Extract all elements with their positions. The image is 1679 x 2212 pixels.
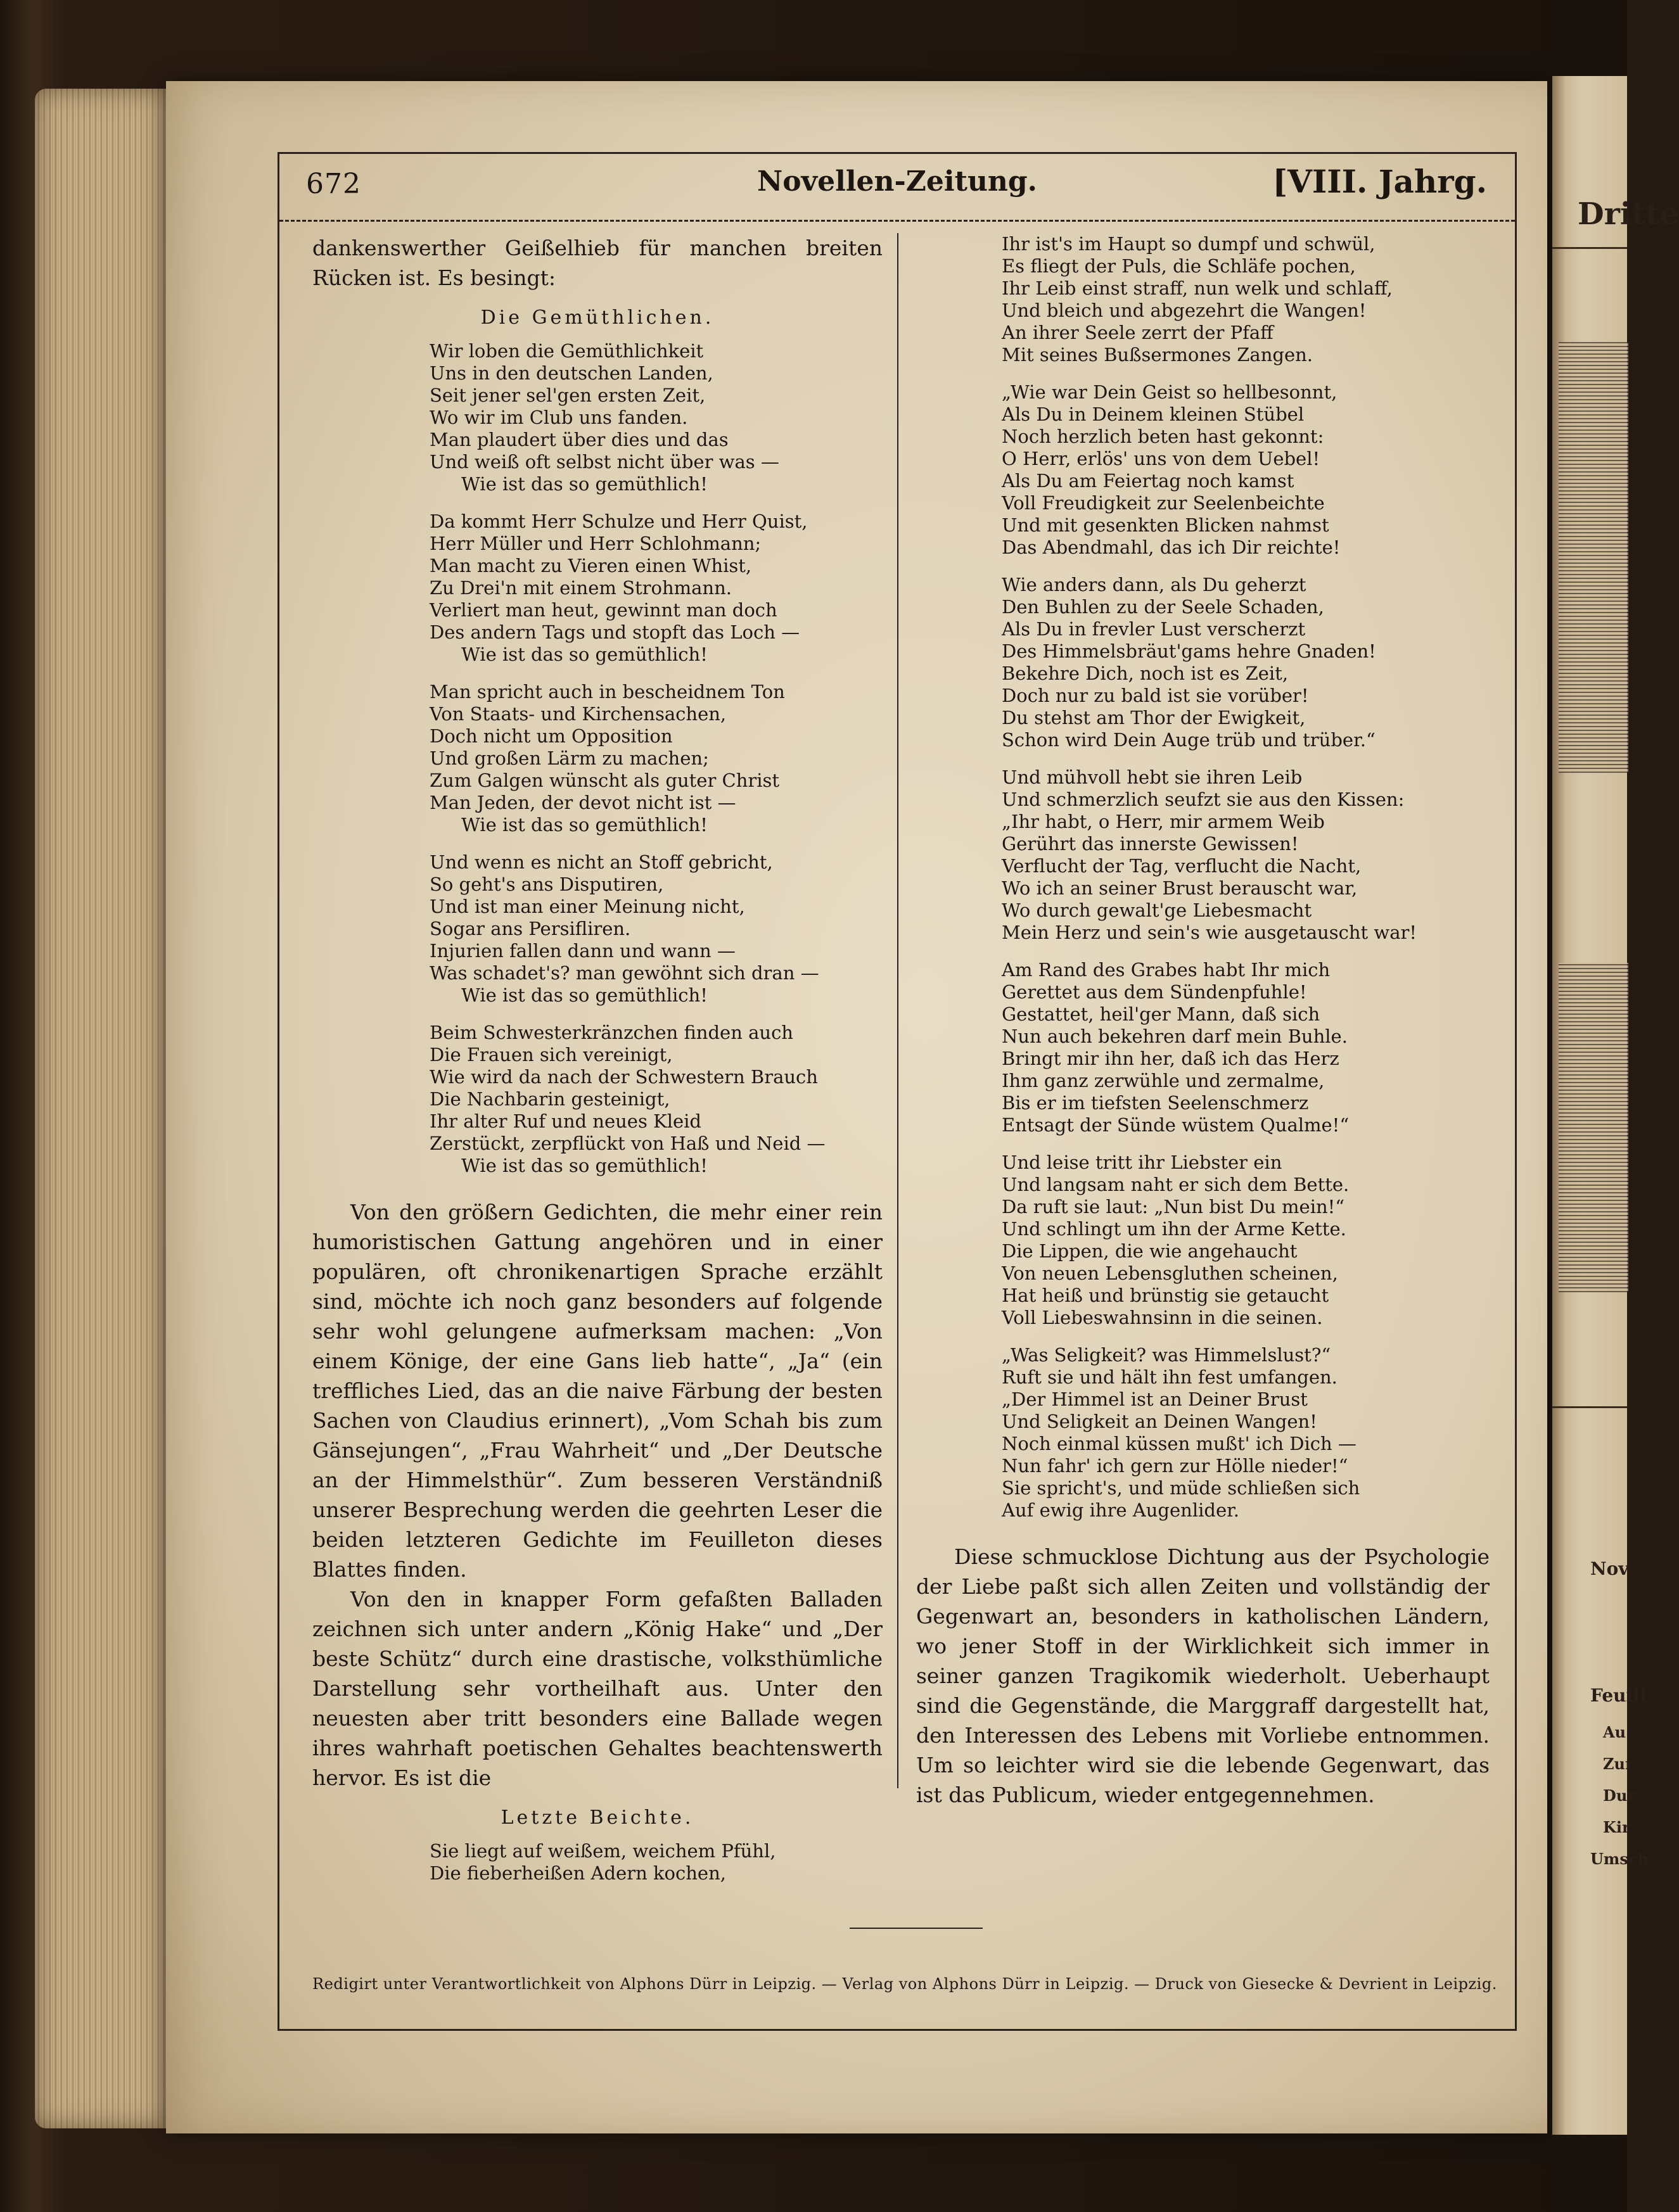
poem-line: Voll Freudigkeit zur Seelenbeichte [1002, 492, 1325, 514]
poem-line: Und wenn es nicht an Stoff gebricht, [430, 851, 773, 873]
poem-line: Man spricht auch in bescheidnem Ton [430, 681, 785, 702]
poem-stanza [916, 233, 1490, 366]
adjacent-label: Umsch [1590, 1850, 1649, 1868]
header-rule [279, 220, 1515, 222]
page-edges [35, 89, 171, 2128]
poem-line: Wo ich an seiner Brust berauscht war, [1002, 877, 1358, 899]
poem-line: Was schadet's? man gewöhnt sich dran — [430, 962, 819, 984]
poem-line: Des Himmelsbräut'gams hehre Gnaden! [1002, 640, 1376, 662]
paragraph-ballads: Von den in knapper Form gefaßten Balladen zeichnen sich unter andern „König Hake“ und „Der beste Schütz“ durch eine drastische, volksthümliche Darstellung sehr vortheilhaft aus. Unter den neuesten aber tritt besonders eine Ballade wegen ihres wahrhaft poetischen Gehaltes beachtenswerth hervor. Es ist die [312, 1587, 883, 1790]
poem-line: Herr Müller und Herr Schlohmann; [430, 533, 762, 554]
poem-title-letzte-beichte: Letzte Beichte. [501, 1807, 694, 1829]
poem-line: Noch einmal küssen mußt' ich Dich — [1002, 1433, 1357, 1454]
poem-line: Beim Schwesterkränzchen finden auch [430, 1022, 793, 1043]
poem-line: Man plaudert über dies und das [430, 429, 729, 450]
adjacent-label: Kir [1603, 1818, 1630, 1836]
poem-line: Wie wird da nach der Schwestern Brauch [430, 1066, 818, 1088]
poem-line: Nun auch bekehren darf mein Buhle. [1002, 1026, 1348, 1047]
poem-line: Und mit gesenkten Blicken nahmst [1002, 514, 1329, 536]
poem-line: Und leise tritt ihr Liebster ein [1002, 1152, 1282, 1173]
poem-line: O Herr, erlös' uns von dem Uebel! [1002, 448, 1320, 469]
poem-line: Die Nachbarin gesteinigt, [430, 1088, 670, 1110]
publisher-imprint: Redigirt unter Verantwortlichkeit von Alphons Dürr in Leipzig. — Verlag von Alphons Dürr in Leipzig. — Druck von Giesecke & Devrient in Leipzig. [312, 1975, 1497, 1993]
poem-line: Und großen Lärm zu machen; [430, 747, 709, 769]
newspaper-page [166, 81, 1547, 2133]
poem-line: Voll Liebeswahnsinn in die seinen. [1002, 1307, 1323, 1328]
page-frame [278, 152, 1517, 2031]
closing-rule [850, 1928, 983, 1929]
adjacent-rule [1552, 1406, 1627, 1408]
poem-line: Und bleich und abgezehrt die Wangen! [1002, 300, 1367, 321]
poem-line: Ihr Leib einst straff, nun welk und schlaff, [1002, 277, 1393, 299]
left-column [312, 233, 883, 1900]
poem-line: „Was Seligkeit? was Himmelslust?“ [1002, 1344, 1331, 1366]
poem-line: Bekehre Dich, noch ist es Zeit, [1002, 663, 1289, 684]
poem-line: Bis er im tiefsten Seelenschmerz [1002, 1092, 1309, 1114]
poem-line: An ihrer Seele zerrt der Pfaff [1002, 322, 1274, 343]
poem-line: Ihm ganz zerwühle und zermalme, [1002, 1070, 1325, 1091]
poem-refrain: Wie ist das so gemüthlich! [461, 814, 708, 836]
poem-line: Die Lippen, die wie angehaucht [1002, 1240, 1298, 1262]
poem-line: Doch nicht um Opposition [430, 725, 673, 747]
poem-line: Wir loben die Gemüthlichkeit [430, 340, 704, 362]
poem-line: Als Du in Deinem kleinen Stübel [1002, 404, 1305, 425]
poem-line: Da ruft sie laut: „Nun bist Du mein!“ [1002, 1196, 1345, 1217]
paragraph-larger-poems: Von den größern Gedichten, die mehr einer rein humoristischen Gattung angehören und in einer populären, oft chronikenartigen Sprache erzählt sind, möchte ich noch ganz besonders auf folgende sehr wohl gelungene aufmerksam machen: „Von einem Könige, der eine Gans lieb hatte“, „Ja“ (ein treffliches Lied, das an die naive Färbung der besten Sachen von Claudius erinnert), „Vom Schah bis zum Gänsejungen“, „Frau Wahrheit“ und „Der Deutsche an der Himmelsthür“. Zum besseren Verständniß unserer Besprechung werden die geehrten Leser die beiden letzteren Gedichte im Feuilleton dieses Blattes finden. [312, 1200, 883, 1582]
poem-line: Ihr ist's im Haupt so dumpf und schwül, [1002, 233, 1376, 255]
poem-line: Auf ewig ihre Augenlider. [1002, 1499, 1240, 1521]
poem-line: Da kommt Herr Schulze und Herr Quist, [430, 511, 808, 532]
poem-line: Die Frauen sich vereinigt, [430, 1044, 673, 1065]
adjacent-heading: Dritte [1578, 196, 1679, 232]
poem-line: Seit jener sel'gen ersten Zeit, [430, 385, 706, 406]
page-header [279, 154, 1515, 220]
poem-line: So geht's ans Disputiren, [430, 874, 664, 895]
poem-line: Noch herzlich beten hast gekonnt: [1002, 426, 1324, 447]
poem-line: Den Buhlen zu der Seele Schaden, [1002, 596, 1324, 618]
poem-line: Bringt mir ihn her, daß ich das Herz [1002, 1048, 1339, 1069]
poem-line: Am Rand des Grabes habt Ihr mich [1002, 959, 1331, 981]
poem-line: Als Du am Feiertag noch kamst [1002, 470, 1294, 492]
poem-title-gemuethlichen: Die Gemüthlichen. [480, 307, 715, 329]
poem-line: Gerührt das innerste Gewissen! [1002, 833, 1299, 855]
poem-line: Von neuen Lebensgluthen scheinen, [1002, 1262, 1338, 1284]
adjacent-page [1552, 76, 1679, 2135]
poem-line: Man macht zu Vieren einen Whist, [430, 555, 752, 576]
poem-line: „Der Himmel ist an Deiner Brust [1002, 1389, 1308, 1410]
poem-line: Und weiß oft selbst nicht über was — [430, 451, 779, 473]
right-column [916, 233, 1490, 1810]
poem-stanza [916, 574, 1490, 751]
poem-line: Und Seligkeit an Deinen Wangen! [1002, 1411, 1317, 1432]
poem-stanza [916, 766, 1490, 944]
poem-line: Man Jeden, der devot nicht ist — [430, 792, 736, 813]
poem-line: Verflucht der Tag, verflucht die Nacht, [1002, 855, 1362, 877]
poem-refrain: Wie ist das so gemüthlich! [461, 473, 708, 495]
poem-line: Wo wir im Club uns fanden. [430, 407, 688, 428]
poem-line: Verliert man heut, gewinnt man doch [430, 599, 777, 621]
poem-line: Sogar ans Persifliren. [430, 918, 631, 939]
poem-line: Und schmerzlich seufzt sie aus den Kissen: [1002, 789, 1405, 810]
poem-line: Es fliegt der Puls, die Schläfe pochen, [1002, 255, 1356, 277]
poem-line: Zu Drei'n mit einem Strohmann. [430, 577, 732, 599]
poem-line: Von Staats- und Kirchensachen, [430, 703, 727, 725]
poem-stanza [312, 681, 883, 836]
poem-refrain: Wie ist das so gemüthlich! [461, 1155, 708, 1176]
adjacent-label: Feuill [1590, 1685, 1647, 1706]
adjacent-label: Dur [1603, 1786, 1635, 1805]
poem-line: Die fieberheißen Adern kochen, [430, 1862, 726, 1884]
poem-line: Zerstückt, zerpflückt von Haß und Neid — [430, 1133, 826, 1154]
adjacent-label: Nov [1590, 1558, 1629, 1579]
poem-line: Gestattet, heil'ger Mann, daß sich [1002, 1003, 1320, 1025]
poem-line: Ruft sie und hält ihn fest umfangen. [1002, 1366, 1337, 1388]
poem-stanza [916, 959, 1490, 1136]
poem-line: Ihr alter Ruf und neues Kleid [430, 1110, 701, 1132]
poem-stanza [312, 1840, 883, 1885]
adjacent-illustration [1559, 342, 1628, 773]
adjacent-label: Au [1603, 1723, 1626, 1741]
poem-line: „Wie war Dein Geist so hellbesonnt, [1002, 381, 1337, 403]
poem-line: Uns in den deutschen Landen, [430, 362, 713, 384]
poem-line: Des andern Tags und stopft das Loch — [430, 621, 800, 643]
poem-line: Und mühvoll hebt sie ihren Leib [1002, 766, 1303, 788]
poem-line: Schon wird Dein Auge trüb und trüber.“ [1002, 729, 1376, 751]
poem-stanza [312, 1022, 883, 1177]
poem-line: Zum Galgen wünscht als guter Christ [430, 770, 780, 791]
poem-stanza [916, 1152, 1490, 1329]
adjacent-label: Zur [1603, 1755, 1633, 1773]
paragraph-conclusion: Diese schmucklose Dichtung aus der Psychologie der Liebe paßt sich allen Zeiten und vollständig der Gegenwart an, besonders in katholischen Ländern, wo jener Stoff in der Wirklichkeit sich immer in seiner ganzen Tragikomik wiederholt. Ueberhaupt sind die Gegenstände, die Marggraff dargestellt hat, den Interessen des Lebens mit Vorliebe entnommen. Um so leichter wird sie die lebende Gegenwart, das ist das Publicum, wieder entgegennehmen. [916, 1544, 1490, 1807]
poem-line: Sie liegt auf weißem, weichem Pfühl, [430, 1840, 776, 1862]
poem-stanza [312, 511, 883, 666]
adjacent-rule [1552, 247, 1627, 249]
intro-text: dankenswerther Geißelhieb für manchen breiten Rücken ist. Es besingt: [312, 236, 883, 290]
poem-stanza [312, 851, 883, 1007]
poem-line: Und schlingt um ihn der Arme Kette. [1002, 1218, 1346, 1240]
poem-line: Und langsam naht er sich dem Bette. [1002, 1174, 1350, 1195]
poem-stanza [312, 340, 883, 495]
poem-line: Doch nur zu bald ist sie vorüber! [1002, 685, 1309, 706]
poem-line: „Ihr habt, o Herr, mir armem Weib [1002, 811, 1325, 832]
poem-line: Gerettet aus dem Sündenpfuhle! [1002, 981, 1307, 1003]
page-number: 672 [306, 168, 361, 200]
poem-line: Wo durch gewalt'ge Liebesmacht [1002, 899, 1312, 921]
poem-line: Sie spricht's, und müde schließen sich [1002, 1477, 1360, 1499]
poem-line: Als Du in frevler Lust verscherzt [1002, 618, 1306, 640]
poem-stanza [916, 381, 1490, 559]
poem-stanza [916, 1344, 1490, 1522]
poem-line: Mein Herz und sein's wie ausgetauscht war! [1002, 922, 1417, 943]
poem-line: Du stehst am Thor der Ewigkeit, [1002, 707, 1306, 728]
poem-line: Wie anders dann, als Du geherzt [1002, 574, 1306, 595]
poem-line: Mit seines Bußsermones Zangen. [1002, 344, 1313, 365]
adjacent-illustration [1559, 963, 1628, 1292]
poem-line: Nun fahr' ich gern zur Hölle nieder!“ [1002, 1455, 1348, 1477]
poem-line: Entsagt der Sünde wüstem Qualme!“ [1002, 1114, 1350, 1136]
poem-line: Hat heiß und brünstig sie getaucht [1002, 1285, 1329, 1306]
poem-refrain: Wie ist das so gemüthlich! [461, 644, 708, 665]
column-divider [897, 233, 898, 1788]
poem-line: Injurien fallen dann und wann — [430, 940, 736, 962]
newspaper-title: Novellen-Zeitung. [757, 165, 1038, 198]
volume-year: [VIII. Jahrg. [1272, 163, 1487, 200]
poem-refrain: Wie ist das so gemüthlich! [461, 984, 708, 1006]
poem-line: Das Abendmahl, das ich Dir reichte! [1002, 537, 1341, 558]
poem-line: Und ist man einer Meinung nicht, [430, 896, 745, 917]
